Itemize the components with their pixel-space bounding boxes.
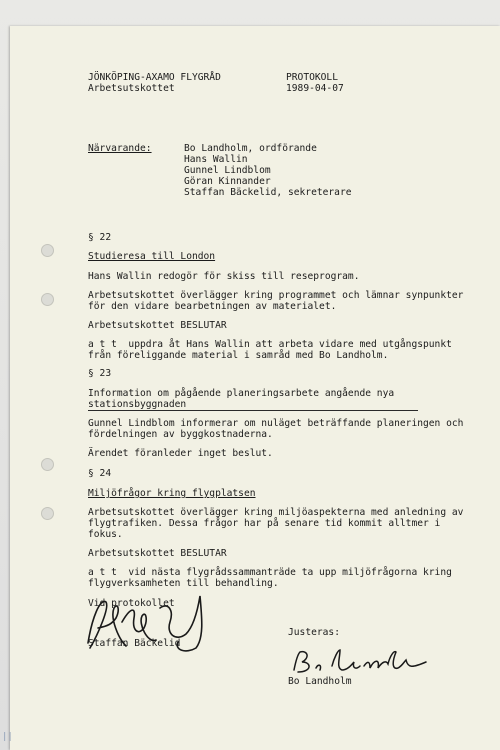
paragraph-line: Hans Wallin redogör för skiss till reseprogram.	[88, 271, 360, 282]
doc-date: 1989-04-07	[286, 83, 344, 94]
section-heading: Information om pågående planeringsarbete angående nya	[88, 388, 395, 399]
punch-hole	[41, 458, 54, 471]
decision-line: a t t vid nästa flygrådssammanträde ta upp miljöfrågorna kring	[88, 567, 452, 578]
recorder-label: Vid protokollet	[88, 598, 175, 609]
attendee: Hans Wallin	[184, 154, 248, 165]
paragraph-line: Gunnel Lindblom informerar om nuläget beträffande planeringen och	[88, 418, 464, 429]
punch-hole	[41, 293, 54, 306]
adjuster-signature	[286, 646, 436, 678]
adjust-label: Justeras:	[288, 627, 340, 638]
attendee: Bo Landholm, ordförande	[184, 143, 317, 154]
section-number: § 24	[88, 468, 112, 479]
recorder-signature	[78, 588, 218, 658]
section-heading: stationsbyggnaden	[88, 399, 187, 410]
attendee: Staffan Bäckelid, sekreterare	[184, 187, 352, 198]
decision-line: flygverksamheten till behandling.	[88, 578, 279, 589]
punch-hole	[41, 507, 54, 520]
section-heading: Studieresa till London	[88, 251, 216, 262]
decision-line: från föreliggande material i samråd med Bo Landholm.	[88, 350, 389, 361]
attendee: Gunnel Lindblom	[184, 165, 271, 176]
decision-label: Arbetsutskottet BESLUTAR	[88, 548, 227, 559]
paragraph-line: för den vidare bearbetningen av materialet.	[88, 301, 337, 312]
adjuster-name: Bo Landholm	[288, 676, 352, 687]
paragraph-line: fördelningen av byggkostnaderna.	[88, 429, 273, 440]
doc-type: PROTOKOLL	[286, 72, 338, 83]
paragraph-line: Arbetsutskottet överlägger kring miljöaspekterna med anledning av	[88, 507, 464, 518]
paragraph-line: Ärendet föranleder inget beslut.	[88, 448, 273, 459]
attendee: Göran Kinnander	[184, 176, 271, 187]
decision-line: a t t uppdra åt Hans Wallin att arbeta vidare med utgångspunkt	[88, 339, 452, 350]
edge-mark: ||	[2, 732, 13, 742]
org-name: JÖNKÖPING-AXAMO FLYGRÅD	[88, 72, 221, 83]
paragraph-line: Arbetsutskottet överlägger kring programmet och lämnar synpunkter	[88, 290, 464, 301]
paragraph-line: fokus.	[88, 529, 123, 540]
section-number: § 22	[88, 232, 112, 243]
section-heading: Miljöfrågor kring flygplatsen	[88, 488, 256, 499]
committee-name: Arbetsutskottet	[88, 83, 175, 94]
punch-hole	[41, 244, 54, 257]
recorder-name: Staffan Bäckelid	[88, 638, 181, 649]
paragraph-line: flygtrafiken. Dessa frågor har på senare tid kommit alltmer i	[88, 518, 441, 529]
section-number: § 23	[88, 368, 112, 379]
decision-label: Arbetsutskottet BESLUTAR	[88, 320, 227, 331]
attendance-label: Närvarande:	[88, 143, 152, 154]
heading-underline	[88, 410, 418, 411]
